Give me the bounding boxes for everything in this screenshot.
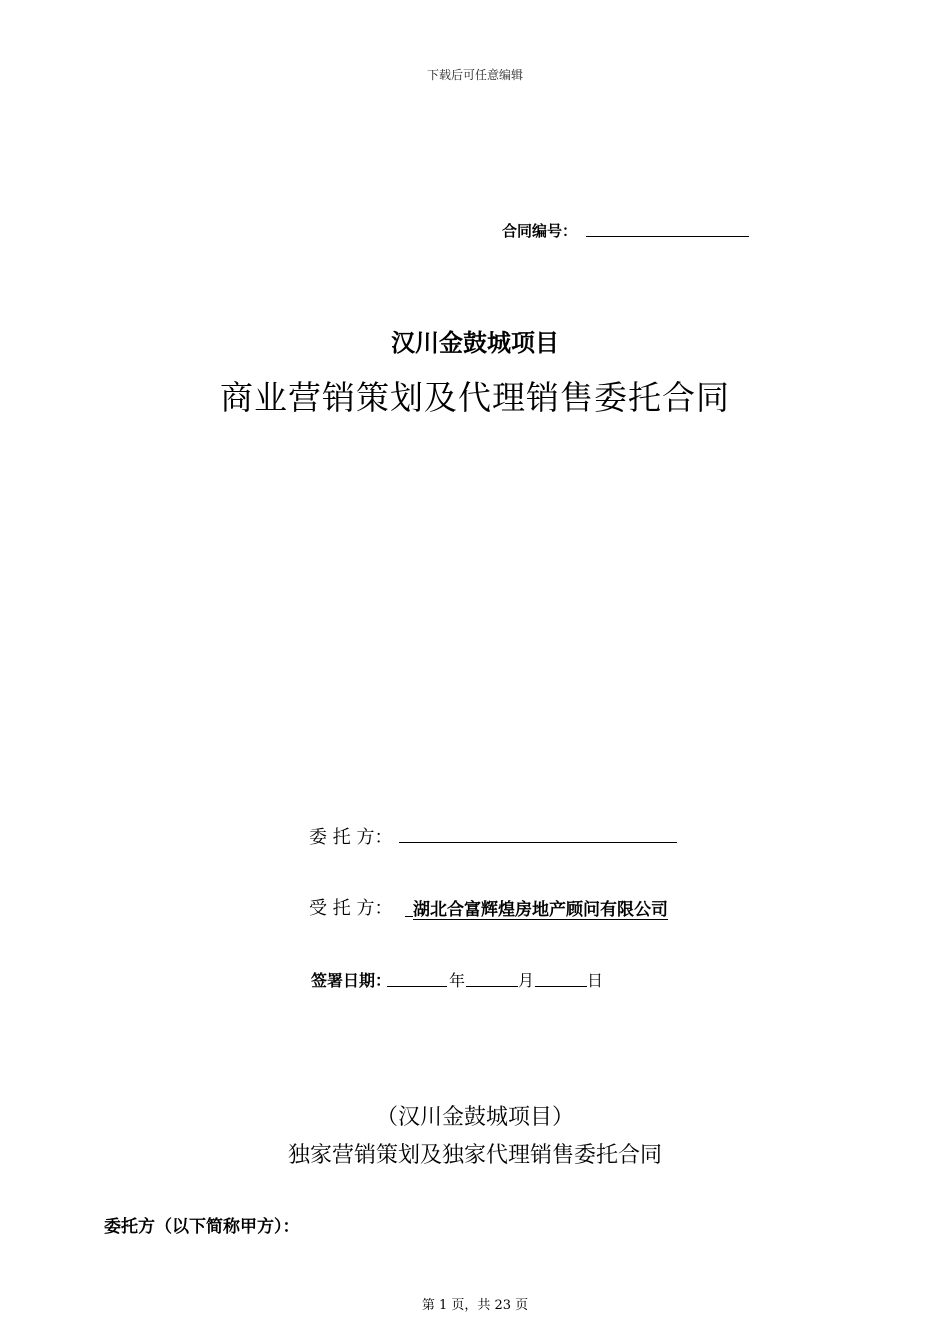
contract-number-blank <box>586 236 749 237</box>
agent-underline-lead <box>405 916 413 917</box>
month-unit: 月 <box>518 971 535 990</box>
signing-date-label: 签署日期： <box>311 971 392 990</box>
day-unit: 日 <box>587 971 604 990</box>
agent-company: 湖北合富辉煌房地产顾问有限公司 <box>413 900 668 920</box>
client-blank <box>399 842 677 843</box>
month-blank <box>466 986 518 987</box>
page-footer: 第 1 页，共 23 页 <box>421 1298 529 1313</box>
header-note: 下载后可任意编辑 <box>426 68 523 82</box>
agent-label: 受 托 方： <box>309 898 393 919</box>
sub-title-project: （汉川金鼓城项目） <box>375 1105 574 1130</box>
sub-title-contract: 独家营销策划及独家代理销售委托合同 <box>287 1143 662 1168</box>
project-title: 汉川金鼓城项目 <box>391 329 559 357</box>
contract-title: 商业营销策划及代理销售委托合同 <box>220 378 730 417</box>
year-unit: 年 <box>449 971 466 990</box>
client-label: 委 托 方： <box>309 827 393 848</box>
contract-number-label: 合同编号： <box>502 222 578 240</box>
day-blank <box>535 986 587 987</box>
party-a-intro: 委托方（以下简称甲方）： <box>104 1217 300 1237</box>
year-blank <box>387 986 447 987</box>
